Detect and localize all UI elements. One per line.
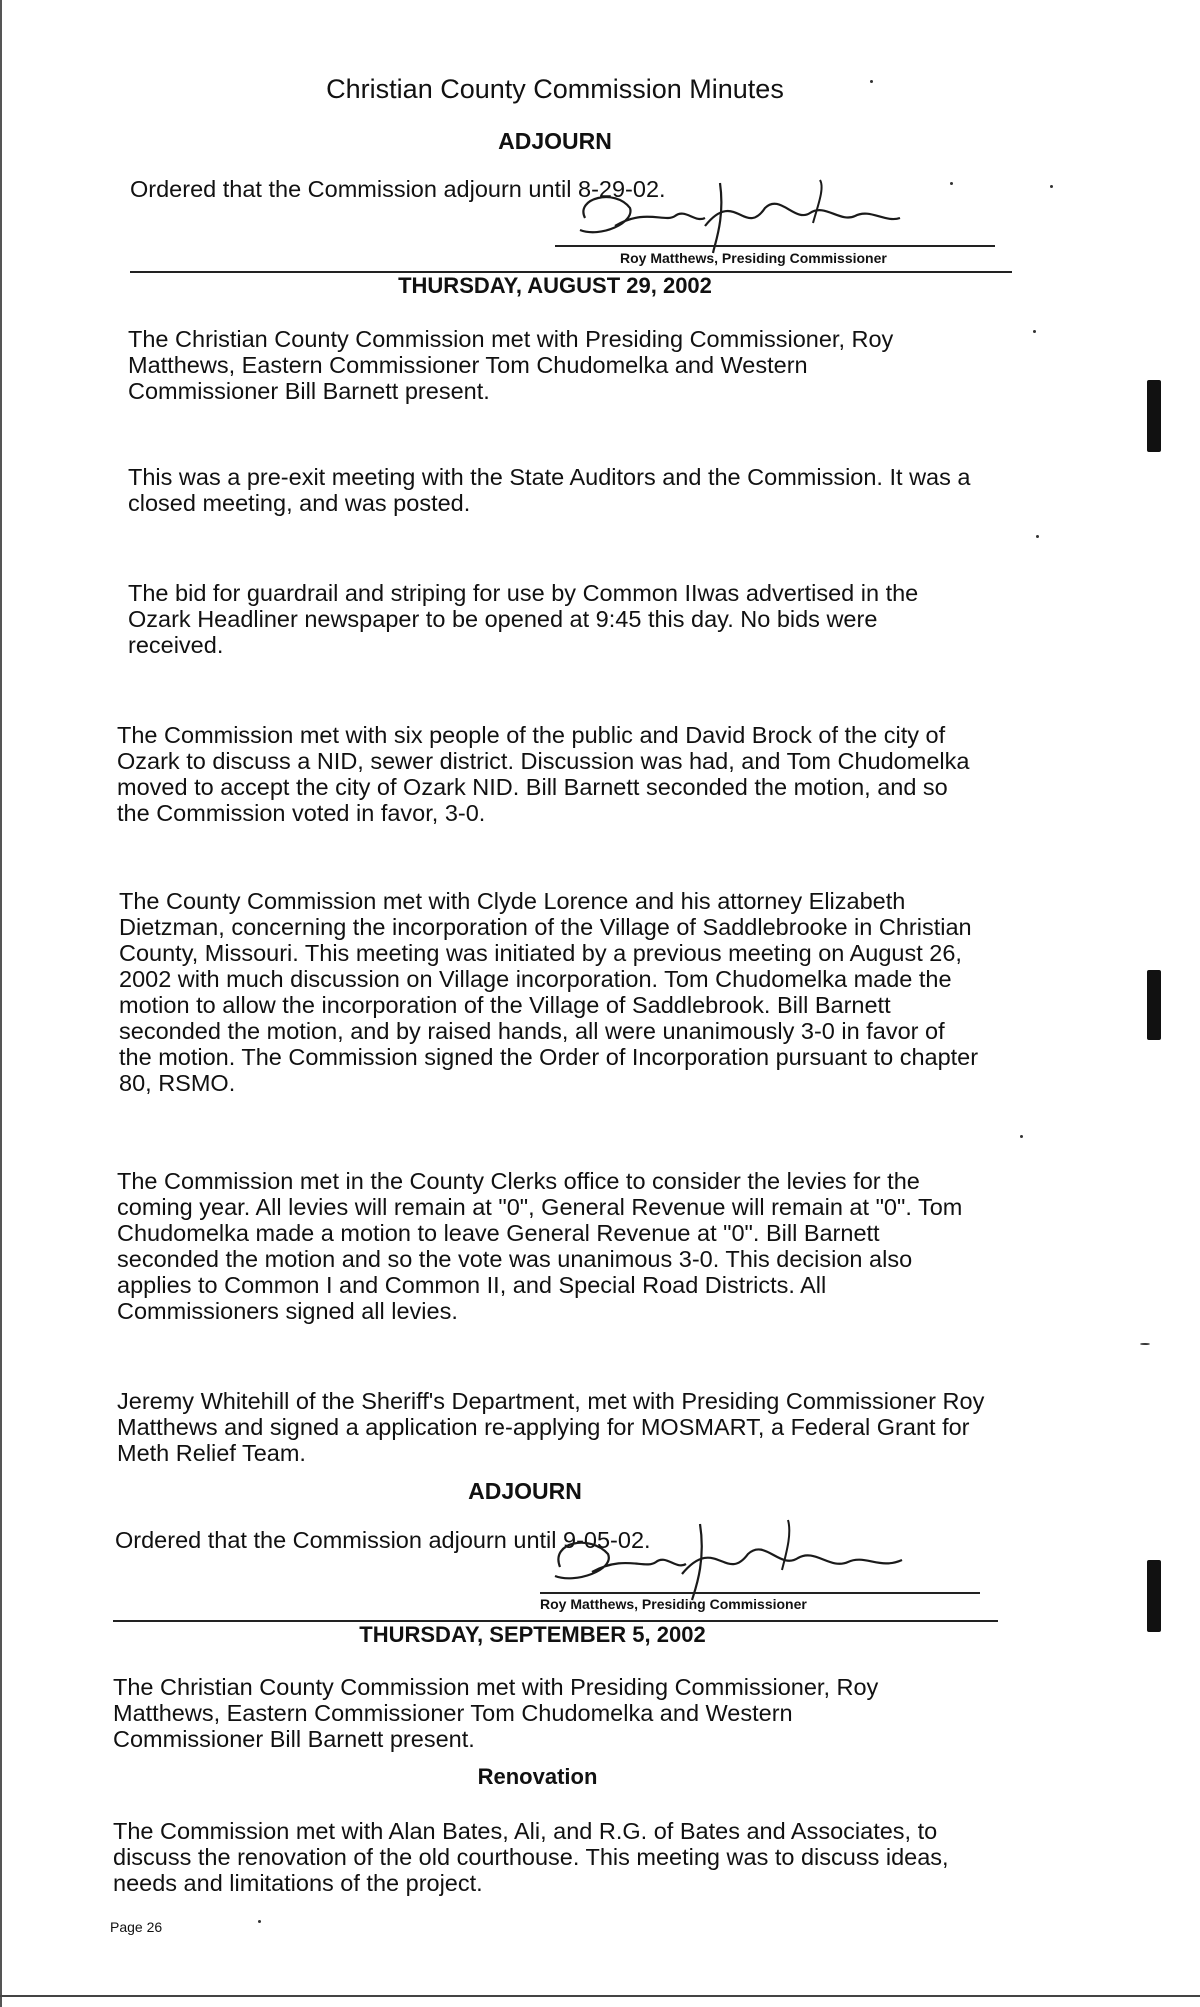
adjourn-order-2: Ordered that the Commission adjourn until 9-05-02. (115, 1527, 651, 1553)
binder-mark-1 (1147, 380, 1161, 452)
paragraph-saddlebrooke: The County Commission met with Clyde Lorence and his attorney Elizabeth Dietzman, concerning the incorporation of the Village of Saddlebrooke in Christian County, Missouri. This meeting was initiated by a previous meeting on August 26, 2002 with much discussion on Village incorporation. Tom Chudomelka made the motion to allow the incorporation of the Village of Saddlebrook. Bill Barnett seconded the motion, and by raised hands, all were unanimously 3-0 in favor of the motion. The Commission signed the Order of Incorporation pursuant to chapter 80, RSMO. (119, 888, 979, 1096)
adjourn-heading-1: ADJOURN (498, 128, 612, 154)
scan-speck (1140, 1343, 1150, 1345)
scan-left-edge (0, 0, 2, 2007)
scan-speck (950, 182, 953, 185)
signer-name-1: Roy Matthews, Presiding Commissioner (620, 250, 887, 266)
renovation-heading: Renovation (477, 1764, 598, 1789)
page-title: Christian County Commission Minutes (326, 74, 784, 104)
binder-mark-2 (1147, 970, 1161, 1040)
signer-name-2: Roy Matthews, Presiding Commissioner (540, 1596, 807, 1612)
scan-bottom-edge (0, 1995, 1200, 1997)
paragraph-attendance-sep5: The Christian County Commission met with Presiding Commissioner, Roy Matthews, Eastern Commissioner Tom Chudomelka and Western Commissioner Bill Barnett present. (113, 1674, 879, 1752)
adjourn-heading-2: ADJOURN (468, 1478, 582, 1504)
signature-line-2 (540, 1592, 980, 1594)
scan-speck (1036, 535, 1039, 538)
paragraph-nid-sewer: The Commission met with six people of the public and David Brock of the city of Ozark to discuss a NID, sewer district. Discussion was had, and Tom Chudomelka moved to accept the city of Ozark NID. Bill Barnett seconded the motion, and so the Commission voted in favor, 3-0. (117, 722, 970, 826)
paragraph-guardrail-bid: The bid for guardrail and striping for use by Common IIwas advertised in the Ozark Headliner newspaper to be opened at 9:45 this day. No bids were received. (128, 580, 919, 658)
paragraph-renovation: The Commission met with Alan Bates, Ali, and R.G. of Bates and Associates, to discuss the renovation of the old courthouse. This meeting was to discuss ideas, needs and limitations of the project. (113, 1818, 949, 1896)
binder-mark-3 (1147, 1560, 1161, 1632)
scan-speck (870, 80, 873, 83)
adjourn-order-1: Ordered that the Commission adjourn until 8-29-02. (130, 176, 666, 202)
paragraph-levies: The Commission met in the County Clerks office to consider the levies for the coming year. All levies will remain at "0", General Revenue will remain at "0". Tom Chudomelka made a motion to leave General Revenue at "0". Bill Barnett seconded the motion and so the vote was unanimous 3-0. This decision also applies to Common I and Common II, and Special Road Districts. All Commissioners signed all levies. (117, 1168, 963, 1324)
meeting-date-aug29: THURSDAY, AUGUST 29, 2002 (398, 273, 712, 298)
scan-speck (1033, 330, 1036, 333)
scan-speck (1020, 1135, 1023, 1138)
signature-line-1 (555, 245, 995, 247)
page-number: Page 26 (110, 1919, 163, 1935)
meeting-date-sep5: THURSDAY, SEPTEMBER 5, 2002 (359, 1622, 706, 1647)
scan-speck (258, 1920, 261, 1923)
paragraph-mosmart: Jeremy Whitehill of the Sheriff's Department, met with Presiding Commissioner Roy Matthews and signed a application re-applying for MOSMART, a Federal Grant for Meth Relief Team. (117, 1388, 985, 1466)
paragraph-attendance-aug29: The Christian County Commission met with Presiding Commissioner, Roy Matthews, Eastern Commissioner Tom Chudomelka and Western Commissioner Bill Barnett present. (128, 326, 894, 404)
signature-2 (530, 1512, 930, 1602)
scan-speck (1050, 185, 1053, 188)
paragraph-auditors: This was a pre-exit meeting with the State Auditors and the Commission. It was a closed meeting, and was posted. (128, 464, 971, 516)
